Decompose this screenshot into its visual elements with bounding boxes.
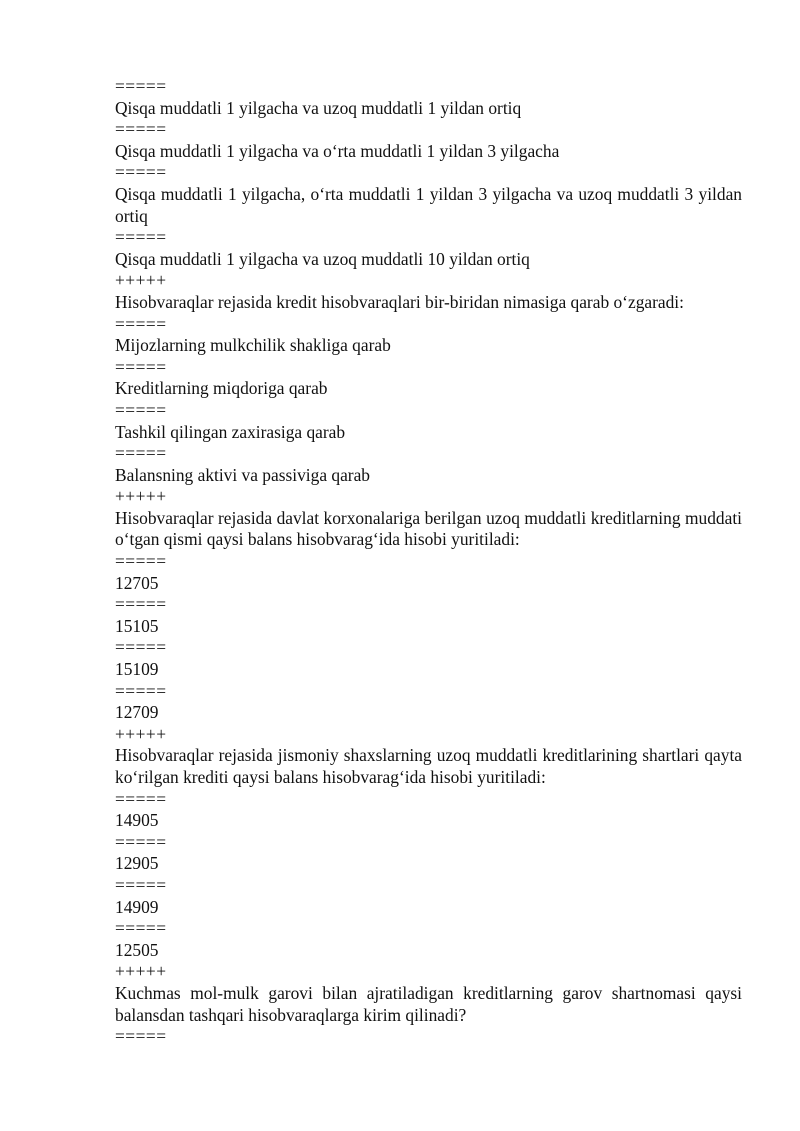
answer-separator: ===== bbox=[115, 76, 167, 96]
answer-separator: ===== bbox=[115, 162, 167, 183]
document-page bbox=[115, 76, 742, 1048]
answer-separator: ===== bbox=[115, 831, 167, 852]
text-line: 14909 bbox=[115, 896, 159, 917]
answer-separator: ===== bbox=[115, 680, 167, 701]
text-line: Kuchmas mol-mulk garovi bilan ajratiladigan kreditlarning garov shartnomasi qaysi balansdan tashqari hisobvaraqlarga kirim qilinadi? bbox=[115, 982, 742, 1025]
text-line: 14905 bbox=[115, 810, 159, 831]
answer-separator: ===== bbox=[115, 874, 167, 895]
answer-separator: ===== bbox=[115, 1026, 167, 1047]
answer-separator: ===== bbox=[115, 313, 167, 334]
answer-separator: ===== bbox=[115, 551, 167, 572]
text-line: 15105 bbox=[115, 615, 159, 636]
text-line: Hisobvaraqlar rejasida jismoniy shaxslarning uzoq muddatli kreditlarining shartlari qayta ko‘rilgan krediti qaysi balans hisobvarag‘ida hisobi yuritiladi: bbox=[115, 745, 742, 787]
text-line: Balansning aktivi va passiviga qarab bbox=[115, 464, 371, 485]
question-separator: +++++ bbox=[115, 486, 167, 507]
text-line: 15109 bbox=[115, 659, 159, 680]
text-line: 12505 bbox=[115, 939, 159, 960]
answer-separator: ===== bbox=[115, 443, 167, 464]
answer-separator: ===== bbox=[115, 788, 167, 809]
answer-separator: ===== bbox=[115, 637, 167, 658]
answer-separator: ===== bbox=[115, 399, 167, 420]
text-line: Hisobvaraqlar rejasida kredit hisobvaraqlari bir-biridan nimasiga qarab o‘zgaradi: bbox=[115, 291, 684, 312]
text-line: Tashkil qilingan zaxirasiga qarab bbox=[115, 421, 346, 442]
question-separator: +++++ bbox=[115, 723, 167, 744]
text-line: Qisqa muddatli 1 yilgacha va uzoq muddatli 10 yildan ortiq bbox=[115, 248, 530, 269]
question-separator: +++++ bbox=[115, 270, 167, 291]
text-line: Hisobvaraqlar rejasida davlat korxonalariga berilgan uzoq muddatli kreditlarning muddati o‘tgan qismi qaysi balans hisobvarag‘ida hisobi yuritiladi: bbox=[115, 507, 742, 550]
text-line: 12705 bbox=[115, 572, 159, 593]
answer-separator: ===== bbox=[115, 356, 167, 377]
text-line: Qisqa muddatli 1 yilgacha va uzoq muddatli 1 yildan ortiq bbox=[115, 97, 522, 118]
answer-separator: ===== bbox=[115, 918, 167, 939]
text-line: Qisqa muddatli 1 yilgacha, o‘rta muddatli 1 yildan 3 yilgacha va uzoq muddatli 3 yildan ortiq bbox=[115, 183, 742, 226]
question-separator: +++++ bbox=[115, 961, 167, 982]
text-line: Mijozlarning mulkchilik shakliga qarab bbox=[115, 335, 391, 356]
answer-separator: ===== bbox=[115, 227, 167, 248]
answer-separator: ===== bbox=[115, 119, 167, 140]
text-line: 12905 bbox=[115, 853, 159, 874]
answer-separator: ===== bbox=[115, 594, 167, 615]
text-line: Qisqa muddatli 1 yilgacha va o‘rta muddatli 1 yildan 3 yilgacha bbox=[115, 140, 560, 161]
text-line: Kreditlarning miqdoriga qarab bbox=[115, 378, 328, 399]
text-line: 12709 bbox=[115, 702, 159, 723]
